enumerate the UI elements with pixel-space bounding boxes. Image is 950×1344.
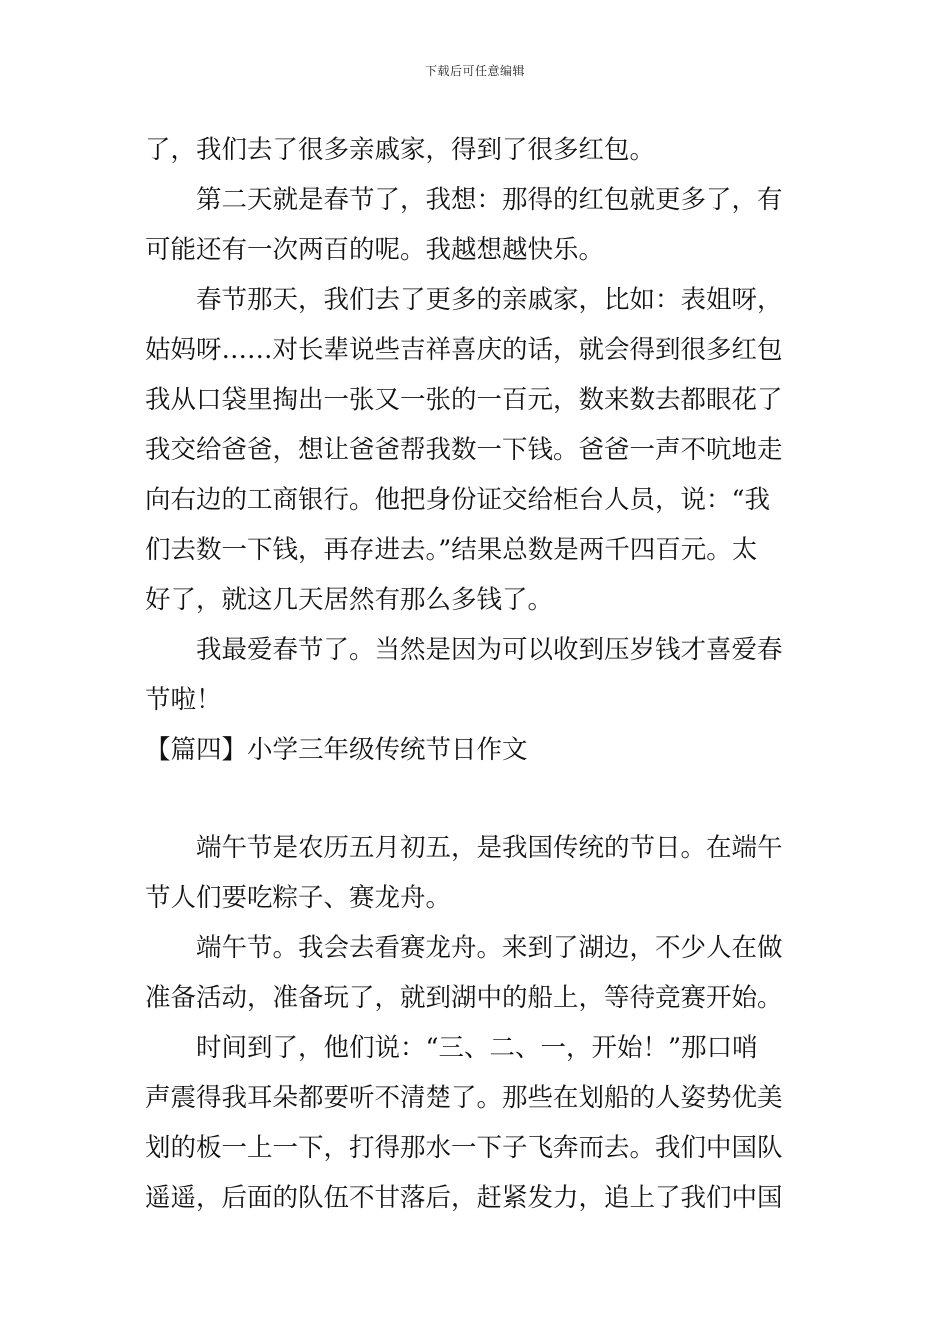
paragraph-line: 端午节。我会去看赛龙舟。来到了湖边，不少人在做 (196, 933, 783, 963)
paragraph-line: 划的板一上一下，打得那水一下子飞奔而去。我们中国队 (145, 1133, 783, 1163)
paragraph-line: 遥遥，后面的队伍不甘落后，赶紧发力，追上了我们中国 (145, 1183, 783, 1213)
paragraph-line: 春节那天，我们去了更多的亲戚家，比如：表姐呀， (196, 285, 783, 315)
paragraph-line: 第二天就是春节了，我想：那得的红包就更多了，有 (196, 185, 783, 215)
page-header: 下载后可任意编辑 (424, 64, 525, 78)
paragraph-line: 准备活动，准备玩了，就到湖中的船上，等待竞赛开始。 (145, 983, 783, 1013)
paragraph-line: 我从口袋里掏出一张又一张的一百元，数来数去都眼花了 (145, 385, 783, 415)
paragraph-line: 我最爱春节了。当然是因为可以收到压岁钱才喜爱春 (196, 635, 783, 665)
paragraph-line: 好了，就这几天居然有那么多钱了。 (145, 585, 554, 615)
section-heading: 【篇四】小学三年级传统节日作文 (145, 735, 528, 765)
paragraph-line: 们去数一下钱，再存进去。”结果总数是两千四百元。太 (145, 535, 758, 565)
paragraph-line: 向右边的工商银行。他把身份证交给柜台人员，说：“我 (145, 485, 771, 515)
paragraph-line: 端午节是农历五月初五，是我国传统的节日。在端午 (196, 833, 783, 863)
paragraph-line: 了，我们去了很多亲戚家，得到了很多红包。 (145, 135, 656, 165)
paragraph-line: 可能还有一次两百的呢。我越想越快乐。 (145, 235, 605, 265)
paragraph-line: 我交给爸爸，想让爸爸帮我数一下钱。爸爸一声不吭地走 (145, 435, 783, 465)
paragraph-line: 声震得我耳朵都要听不清楚了。那些在划船的人姿势优美 (145, 1083, 783, 1113)
paragraph-line: 节啦！ (145, 685, 222, 715)
paragraph-line: 姑妈呀……对长辈说些吉祥喜庆的话，就会得到很多红包 (145, 335, 783, 365)
paragraph-line: 节人们要吃粽子、赛龙舟。 (145, 883, 452, 913)
paragraph-line: 时间到了，他们说：“三、二、一，开始！”那口哨 (196, 1033, 758, 1063)
